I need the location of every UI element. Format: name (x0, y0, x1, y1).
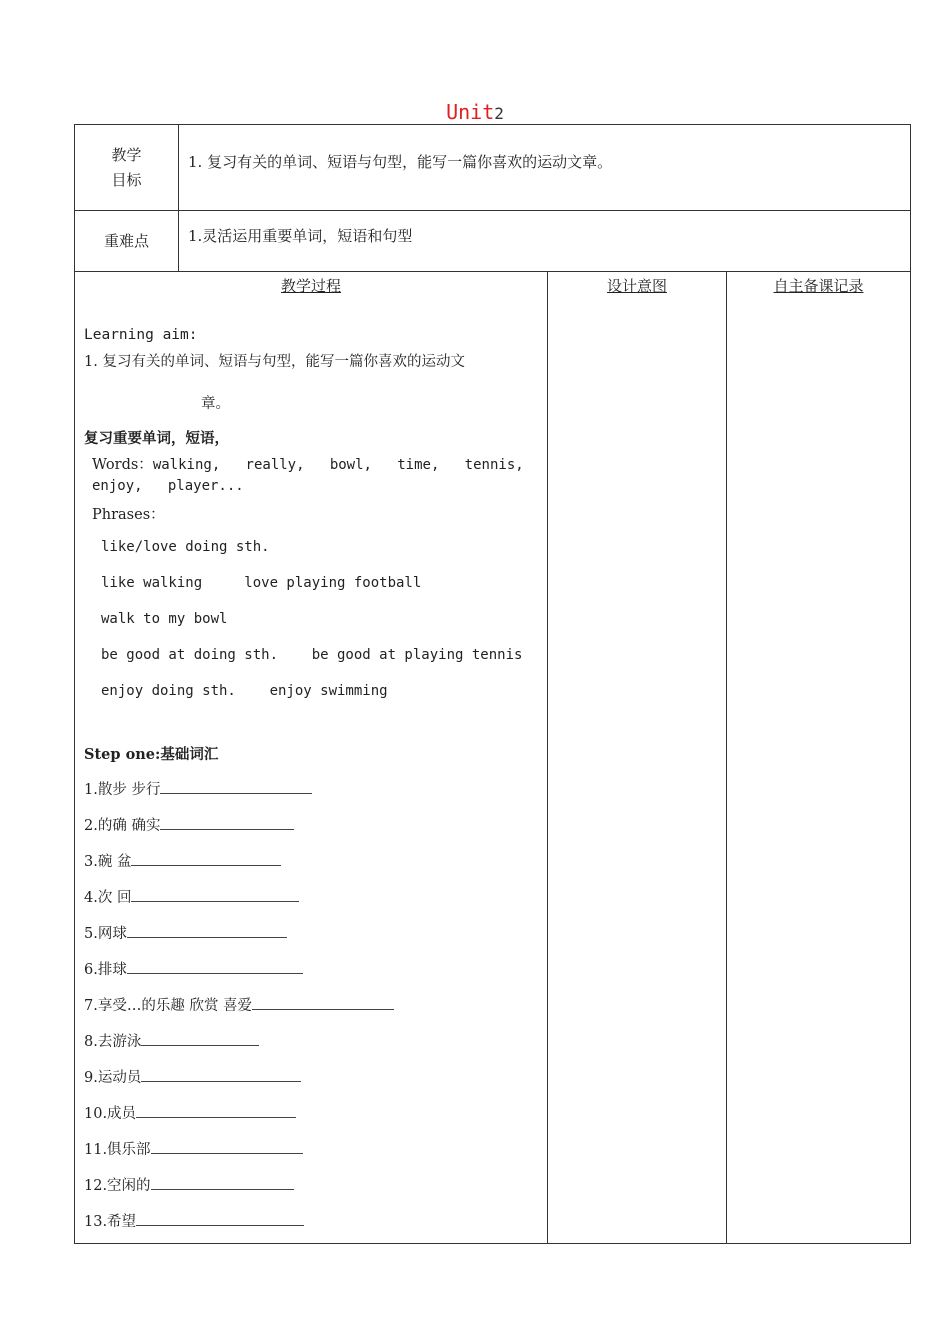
key-points-row (74, 210, 911, 272)
vocab-item-label: 3.碗 盆 (84, 854, 132, 870)
key-points-label: 重难点 (103, 232, 149, 250)
lesson-table (74, 271, 911, 1244)
column-header-design: 设计意图 (606, 277, 667, 295)
vocab-answer-blank[interactable] (151, 1177, 294, 1190)
title-unit: Unit (446, 100, 495, 124)
phrase-item: like/love doing sth. (101, 539, 270, 555)
objectives-text: 1. 复习有关的单词、短语与句型，能写一篇你喜欢的运动文章。 (188, 153, 613, 171)
review-heading: 复习重要单词，短语， (84, 430, 229, 447)
vocab-item-label: 6.排球 (84, 962, 127, 978)
phrase-item: walk to my bowl (101, 611, 228, 627)
vocab-answer-blank[interactable] (141, 1069, 301, 1082)
vocab-item (84, 886, 299, 907)
phrase-item: enjoy doing sth. enjoy swimming (101, 683, 388, 699)
vocab-answer-blank[interactable] (160, 817, 294, 830)
vocab-answer-blank[interactable] (131, 889, 299, 902)
vocab-item-label: 11.俱乐部 (84, 1142, 151, 1158)
words-line1 (92, 453, 524, 474)
vocab-answer-blank[interactable] (151, 1141, 303, 1154)
words-line2: enjoy, player... (92, 478, 244, 494)
vocab-item-label: 13.希望 (84, 1214, 137, 1230)
vocab-item (84, 1102, 296, 1123)
vocab-item-label: 7.享受…的乐趣 欣赏 喜爱 (84, 998, 253, 1014)
vocab-item-label: 9.运动员 (84, 1070, 142, 1086)
vocab-item (84, 1030, 259, 1051)
column-header-process: 教学过程 (280, 277, 341, 295)
phrase-item: like walking love playing football (101, 575, 422, 591)
vocab-answer-blank[interactable] (127, 961, 303, 974)
objectives-label: 教学 目标 (111, 146, 142, 189)
words-list1: walking, really, bowl, time, tennis, (152, 457, 524, 473)
column-header-notes: 自主备课记录 (773, 277, 864, 295)
key-points-text: 1.灵活运用重要单词，短语和句型 (188, 227, 413, 245)
page-title (0, 100, 950, 124)
vocab-answer-blank[interactable] (160, 781, 312, 794)
step-one-heading: Step one:基础词汇 (84, 746, 219, 763)
vocab-item (84, 778, 312, 799)
vocab-item-label: 4.次 回 (84, 890, 132, 906)
vocab-item-label: 8.去游泳 (84, 1034, 142, 1050)
vocab-item-label: 1.散步 步行 (84, 782, 161, 798)
vocab-item-label: 2.的确 确实 (84, 818, 161, 834)
learning-aim-heading: Learning aim: (84, 327, 198, 343)
vocab-item (84, 1210, 304, 1231)
vocab-item (84, 994, 394, 1015)
vocab-item (84, 1066, 301, 1087)
title-number: 2 (494, 104, 504, 123)
vocab-item (84, 958, 303, 979)
vocab-item (84, 1138, 303, 1159)
vocab-item-label: 5.网球 (84, 926, 127, 942)
learning-aim-line2: 章。 (201, 396, 230, 412)
vocab-item (84, 814, 294, 835)
vocab-answer-blank[interactable] (127, 925, 287, 938)
vocab-answer-blank[interactable] (131, 853, 281, 866)
vocab-item (84, 850, 281, 871)
words-label: Words： (92, 457, 153, 473)
vocab-item (84, 1174, 294, 1195)
vocab-answer-blank[interactable] (141, 1033, 259, 1046)
vocab-item (84, 922, 287, 943)
vocab-item-label: 12.空闲的 (84, 1178, 151, 1194)
vocab-answer-blank[interactable] (252, 997, 394, 1010)
phrases-label: Phrases： (92, 507, 165, 523)
vocab-item-label: 10.成员 (84, 1106, 137, 1122)
phrase-item: be good at doing sth. be good at playing tennis (101, 647, 523, 663)
vocab-answer-blank[interactable] (136, 1213, 304, 1226)
learning-aim-line1: 1. 复习有关的单词、短语与句型，能写一篇你喜欢的运动文 (84, 354, 465, 370)
objectives-row (74, 124, 911, 211)
vocab-answer-blank[interactable] (136, 1105, 296, 1118)
